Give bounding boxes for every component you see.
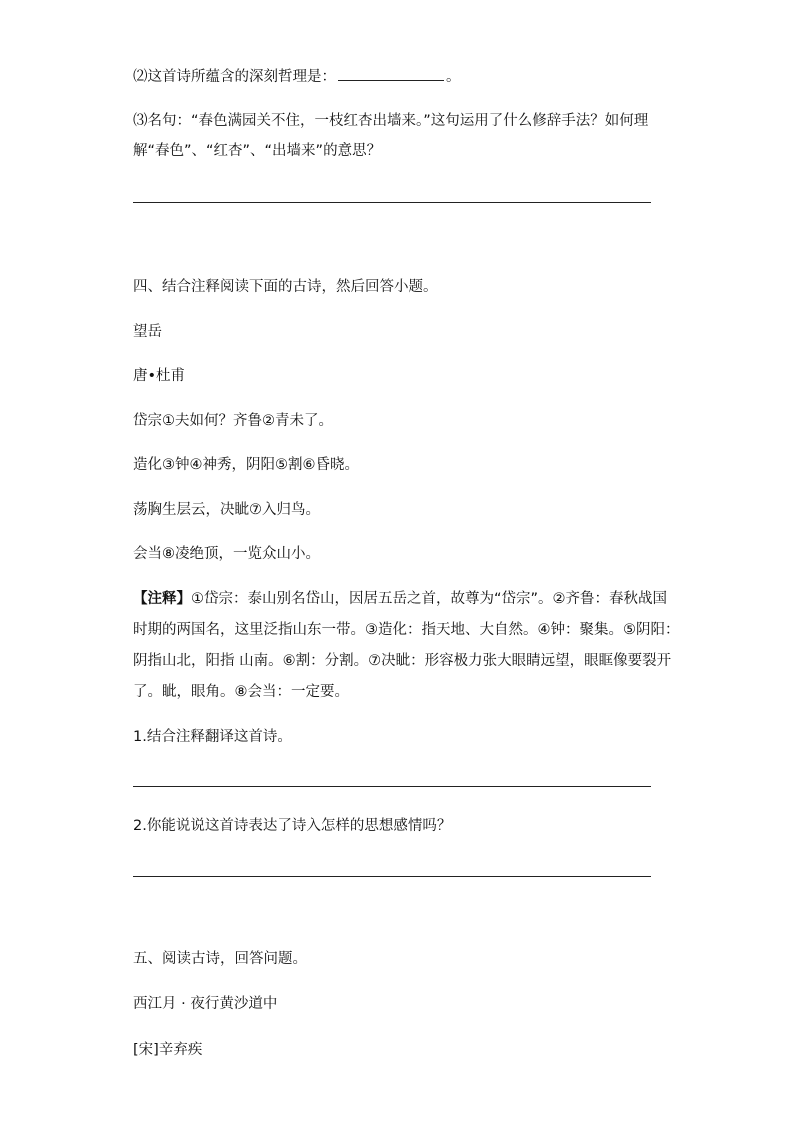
answer-line[interactable] bbox=[133, 202, 651, 203]
poem-author: [宋]辛弃疾 bbox=[133, 1042, 203, 1058]
poem-author: 唐•杜甫 bbox=[133, 368, 186, 384]
poem-title: 西江月 · 夜行黄沙道中 bbox=[133, 996, 278, 1012]
poem-line: 岱宗①夫如何？齐鲁②青未了。 bbox=[133, 413, 333, 429]
answer-line[interactable] bbox=[133, 876, 651, 877]
annotation-line: ①岱宗：泰山别名岱山，因居五岳之首，故尊为“岱宗”。②齐鲁：春秋战国 bbox=[191, 591, 668, 607]
question-3-line-2: 解“春色”、“红杏”、“出墙来”的意思？ bbox=[133, 143, 382, 159]
annotation-tag: 【注释】 bbox=[133, 591, 191, 607]
answer-line[interactable] bbox=[133, 786, 651, 787]
poem-title: 望岳 bbox=[133, 324, 162, 340]
section-4-heading: 四、结合注释阅读下面的古诗，然后回答小题。 bbox=[133, 279, 438, 295]
question-2-line bbox=[133, 66, 461, 87]
question-2-end: 。 bbox=[446, 69, 461, 85]
question-3-line-1: ⑶名句：“春色满园关不住，一枝红杏出墙来。”这句运用了什么修辞手法？如何理 bbox=[133, 113, 649, 129]
annotation-block bbox=[133, 584, 680, 708]
annotation-line: 阴指山北，阳指 山南。⑥割：分割。⑦决眦：形容极力张大眼睛远望，眼眶像要裂开 bbox=[133, 653, 672, 669]
annotation-line: 了。眦，眼角。⑧会当：一定要。 bbox=[133, 684, 349, 700]
answer-blank[interactable] bbox=[338, 66, 444, 81]
poem-line: 会当⑧凌绝顶，一览众山小。 bbox=[133, 546, 320, 562]
section-5-heading: 五、阅读古诗，回答问题。 bbox=[133, 951, 307, 967]
sub-question-2: 2.你能说说这首诗表达了诗入怎样的思想感情吗？ bbox=[133, 818, 452, 834]
sub-question-1: 1.结合注释翻译这首诗。 bbox=[133, 729, 292, 745]
poem-line: 荡胸生层云，决眦⑦入归鸟。 bbox=[133, 502, 320, 518]
annotation-line: 时期的两国名，这里泛指山东一带。③造化：指天地、大自然。④钟：聚集。⑤阴阳： bbox=[133, 622, 680, 638]
poem-line: 造化③钟④神秀，阴阳⑤割⑥昏晓。 bbox=[133, 457, 359, 473]
question-2-text: ⑵这首诗所蕴含的深刻哲理是： bbox=[133, 69, 336, 85]
